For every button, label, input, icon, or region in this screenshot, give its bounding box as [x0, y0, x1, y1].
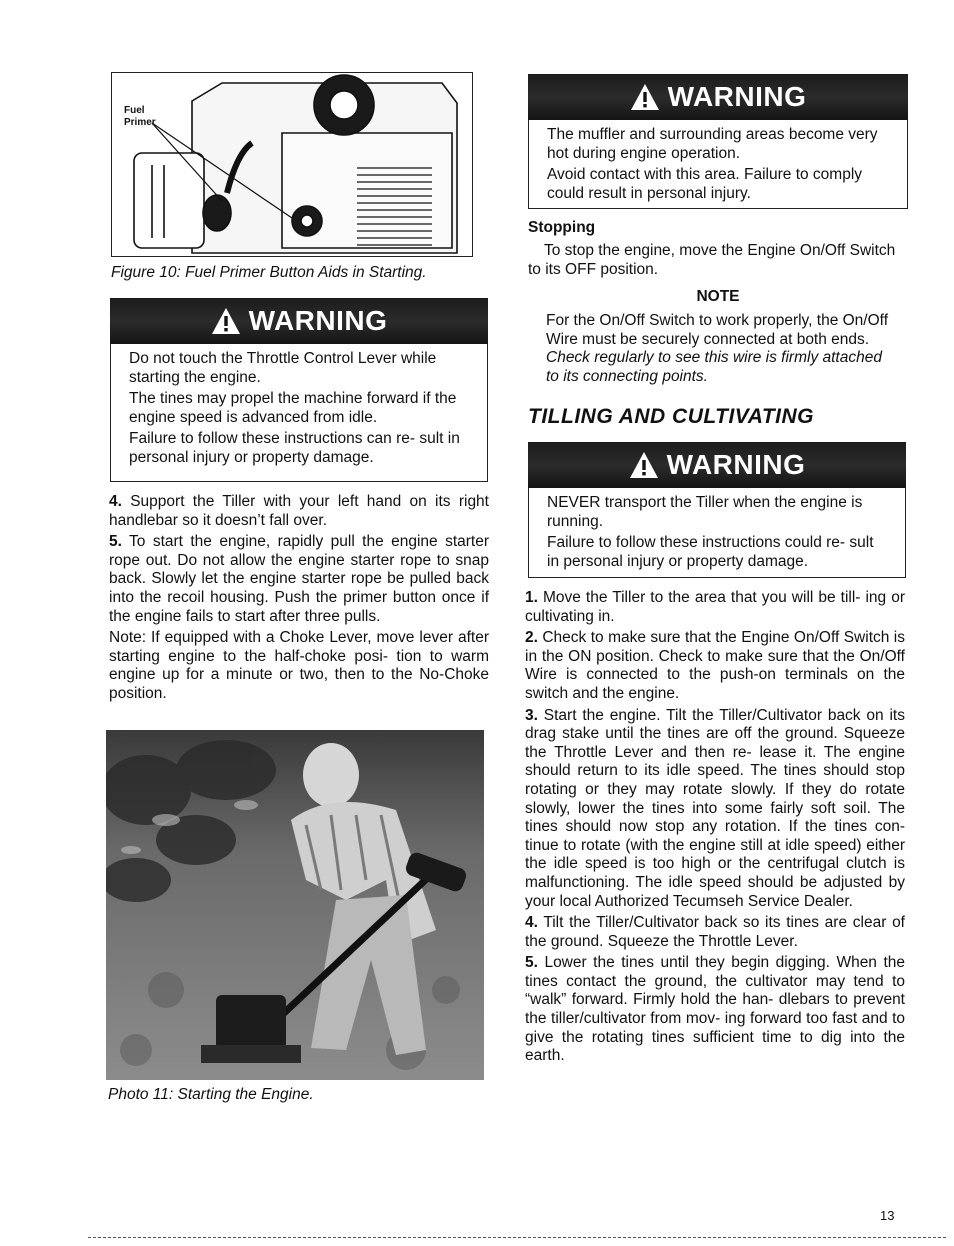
fuel-primer-label: Fuel Primer: [124, 105, 156, 128]
figure-10-engine-illustration: [111, 72, 473, 257]
right-steps: [525, 589, 905, 1069]
section-title-tilling: TILLING AND CULTIVATING: [528, 405, 815, 428]
warning-triangle-icon: [630, 82, 660, 112]
step-item: 5. Lower the tines until they begin digging. When the tines contact the ground, the cultivator may tend to “walk” forward. Firmly hold the han- dlebars to prevent the tiller/cultivator from mov- ing forward too fast and to give the rotating tines sufficient time to dig into the earth.: [525, 954, 905, 1065]
warning-paragraph: Avoid contact with this area. Failure to comply could result in personal injury.: [547, 166, 863, 202]
step-item: 3. Start the engine. Tilt the Tiller/Cultivator back on its drag stake until the tines are off the ground. Squeeze the Throttle Lever and then re- lease it. The engine should return to its idle speed. The tines should stop rotating or they may rotate slowly. If they do rotate slowly, lower the tines into some fairly soft soil. The tines should now stop any rotation. If the tines con- tinue to rotate (with the engine still at idle speed) either the idle speed is too high or the centrifugal clutch is malfunctioning. The idle speed should be adjusted by your local Authorized Tecumseh Service Dealer.: [525, 706, 905, 910]
warning-paragraph: NEVER transport the Tiller when the engine is running.: [547, 494, 863, 530]
stopping-text: To stop the engine, move the Engine On/Off Switch to its OFF position.: [528, 242, 896, 278]
step-item: 4. Support the Tiller with your left hand on its right handlebar so it doesn’t fall over.: [109, 493, 489, 529]
choke-note: Note: If equipped with a Choke Lever, move lever after starting engine to the half-choke posi- tion to warm engine up for a minute or two, then to the No-Choke position.: [109, 629, 489, 702]
footer-rule: [88, 1237, 946, 1238]
warning-header: [528, 74, 908, 120]
photo-11-caption: Photo 11: Starting the Engine.: [108, 1086, 314, 1103]
warning-heading: WARNING: [248, 305, 388, 336]
page-number: 13: [880, 1208, 895, 1223]
warning-heading: WARNING: [667, 81, 807, 112]
note-heading: NOTE: [696, 288, 740, 305]
warning-transport-box: [528, 442, 906, 578]
warning-throttle-box: [110, 298, 488, 482]
step-item: 1. Move the Tiller to the area that you will be till- ing or cultivating in.: [525, 589, 905, 625]
warning-muffler-box: [528, 74, 908, 209]
warning-paragraph: Failure to follow these instructions could re- sult in personal injury or property damage.: [547, 534, 874, 570]
figure-10-caption: Figure 10: Fuel Primer Button Aids in Starting.: [111, 264, 427, 281]
warning-heading: WARNING: [666, 449, 806, 480]
warning-header: [528, 442, 906, 488]
warning-paragraph: The tines may propel the machine forward if the engine speed is advanced from idle.: [129, 390, 457, 426]
step-item: 5. To start the engine, rapidly pull the engine starter rope out. Do not allow the engine starter rope to snap back. Slowly let the engine starter rope be pulled back into the recoil housing. Push the primer button once if the engine fails to start after three pulls.: [109, 533, 489, 625]
warning-header: [110, 298, 488, 344]
note-text: For the On/Off Switch to work properly, the On/Off Wire must be securely connected at both ends. Check regularly to see this wire is firmly attached to its connecting points.: [546, 312, 888, 385]
left-steps: [109, 493, 489, 704]
step-item: 2. Check to make sure that the Engine On/Off Switch is in the ON position. Check to make sure that the On/Off Wire is connected to the push-on terminals on the switch and the engine.: [525, 629, 905, 702]
warning-paragraph: Failure to follow these instructions can re- sult in personal injury or property damage.: [129, 430, 460, 466]
warning-triangle-icon: [629, 450, 659, 480]
warning-triangle-icon: [211, 306, 241, 336]
photo-person-with-tiller: [106, 730, 484, 1080]
warning-paragraph: Do not touch the Throttle Control Lever while starting the engine.: [129, 350, 437, 386]
warning-paragraph: The muffler and surrounding areas become very hot during engine operation.: [547, 126, 878, 162]
step-item: 4. Tilt the Tiller/Cultivator back so its tines are clear of the ground. Squeeze the Throttle Lever.: [525, 914, 905, 950]
stopping-heading: Stopping: [528, 219, 596, 236]
photo-11-starting-engine: [106, 730, 484, 1080]
engine-drawing: [112, 73, 473, 257]
